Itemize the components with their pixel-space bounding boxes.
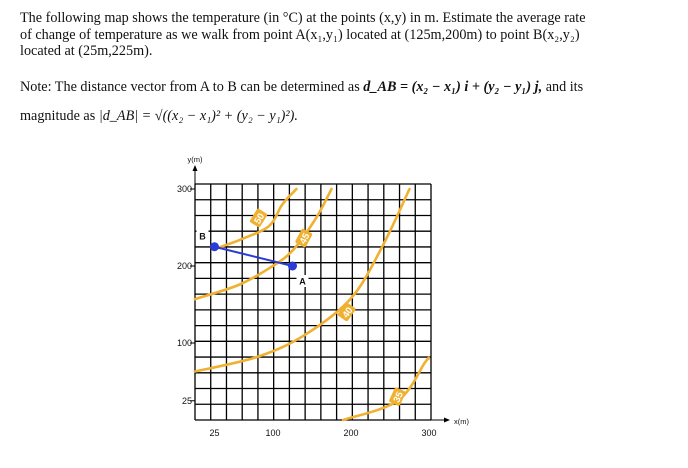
- contour-label-text: 35: [391, 390, 406, 405]
- point-label-a: A: [299, 276, 306, 287]
- x-tick-label: 300: [421, 428, 437, 438]
- contour-label-50: [249, 208, 269, 228]
- point-label-b: B: [199, 231, 206, 242]
- y-tick-label: 200: [176, 261, 192, 271]
- note-prefix: Note: The distance vector from A to B can be determined as: [20, 79, 360, 95]
- point-b: [210, 242, 219, 251]
- x-tick-label: 100: [265, 428, 281, 438]
- vector-formula: d_AB = (x₂ − x₁) i + (y₂ − y₁) j,: [363, 79, 543, 95]
- contour-lines: [195, 189, 429, 420]
- contour-label-text: 40: [340, 305, 356, 321]
- problem-line-3: located at (25m,225m).: [20, 43, 153, 59]
- problem-line-1: The following map shows the temperature (in °C) at the points (x,y) in m. Estimate the average rate: [20, 10, 586, 26]
- x-axis-arrow-icon: [444, 418, 450, 423]
- problem-line-2: of change of temperature as we walk from point A(x₁,y₁) located at (125m,200m) to point B(x₂,y₂): [20, 26, 580, 43]
- y-tick-label: 25: [181, 395, 192, 406]
- contour-label-text: 45: [297, 231, 313, 247]
- magnitude-prefix: magnitude as: [20, 108, 96, 124]
- magnitude-formula: |d_AB| = √((x₂ − x₁)² + (y₂ − y₁)²).: [98, 108, 298, 124]
- x-tick-label: 25: [209, 428, 220, 438]
- x-tick-label: 200: [343, 428, 359, 438]
- y-axis-label: y(m): [187, 155, 203, 164]
- contour-label-text: 50: [252, 211, 268, 227]
- note-suffix: and its: [545, 79, 584, 95]
- y-tick-label: 300: [176, 184, 192, 194]
- contour-label-40: [337, 302, 357, 323]
- y-axis-arrow-icon: [193, 165, 198, 171]
- point-a: [288, 262, 297, 271]
- x-axis-label: x(m): [454, 417, 469, 426]
- y-tick-label: 100: [176, 338, 192, 348]
